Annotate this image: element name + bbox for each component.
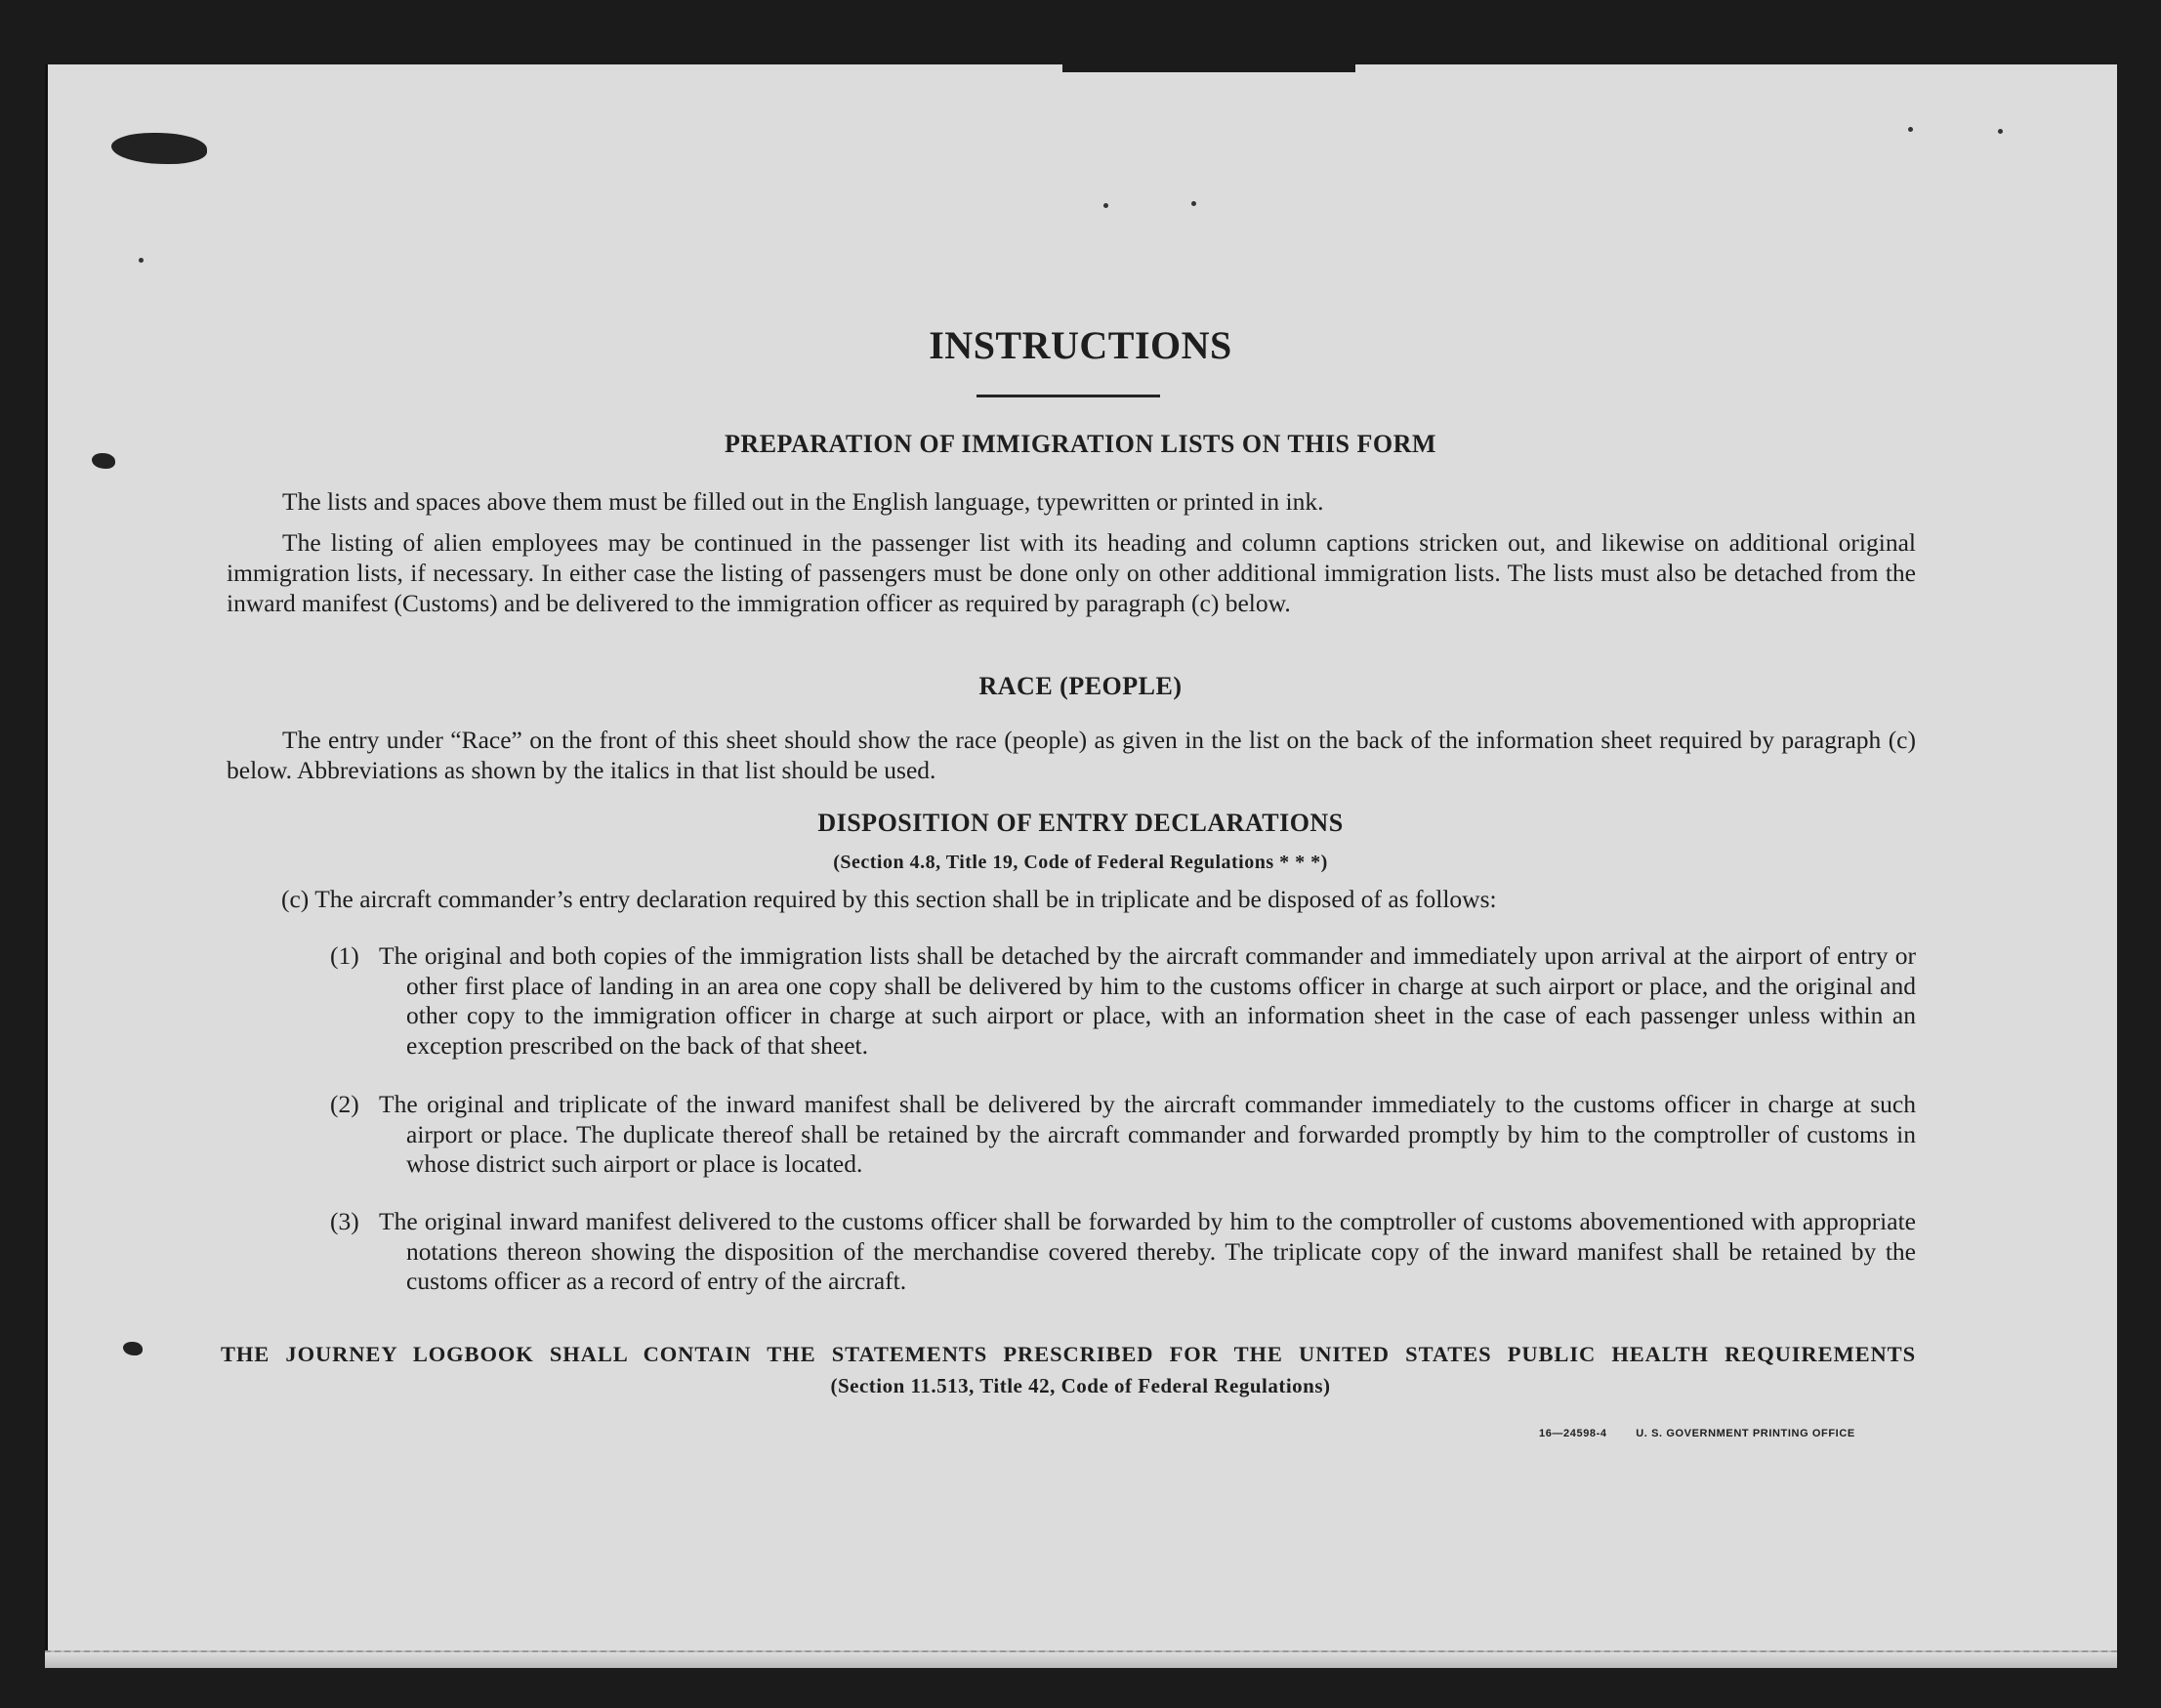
speck [1998,129,2003,134]
printer-name: U. S. GOVERNMENT PRINTING OFFICE [1636,1428,1855,1439]
footer-statement: THE JOURNEY LOGBOOK SHALL CONTAIN THE STATEMENTS PRESCRIBED FOR THE UNITED STATES PUBLIC HEALTH REQUIREMENTS [221,1342,1916,1366]
list-item-text: The original and triplicate of the inward manifest shall be delivered by the aircraft commander immediately to the customs officer in charge at such airport or place. The duplicate thereof shall be retained by the aircraft commander and forwarded promptly by him to the comptroller of customs in whose district such airport or place is located. [379,1090,1916,1178]
list-item-number: (1) [330,941,359,970]
disposition-lead: (c) The aircraft commander’s entry declaration required by this section shall be in triplicate and be disposed of as follows: [281,885,1497,913]
list-item-text: The original and both copies of the immigration lists shall be detached by the aircraft commander and immediately upon arrival at the airport of entry or other first place of landing in an area one copy shall be delivered by him to the customs officer in charge at such airport or place, and the original and other copy to the immigration officer in charge at such airport or place, with an information sheet in the case of each passenger unless within an exception prescribed on the back of that sheet. [379,941,1916,1060]
list-item [330,1207,1916,1297]
list-item-number: (2) [330,1090,359,1118]
paragraph-race: The entry under “Race” on the front of this sheet should show the race (people) as given in the list on the back of the information sheet required by paragraph (c) below. Abbreviations as shown by the italics in that list should be used. [227,726,1916,784]
list-item-text: The original inward manifest delivered to the customs officer shall be forwarded by him to the comptroller of customs abovementioned with appropriate notations thereon showing the disposition of the merchandise covered thereby. The triplicate copy of the inward manifest shall be retained by the customs officer as a record of entry of the aircraft. [379,1207,1916,1295]
title-rule [977,395,1160,397]
page-title: INSTRUCTIONS [929,323,1232,367]
section-heading-disposition: DISPOSITION OF ENTRY DECLARATIONS [817,809,1344,837]
speck [1908,127,1913,132]
printer-imprint [1539,1428,1855,1439]
ink-smudge [123,1342,143,1355]
torn-bottom-edge [45,1650,2117,1668]
disposition-citation: (Section 4.8, Title 19, Code of Federal Regulations * * *) [833,852,1328,873]
list-item [330,1090,1916,1180]
form-number: 16—24598-4 [1539,1428,1607,1439]
speck [1191,201,1196,206]
list-item-number: (3) [330,1207,359,1235]
paragraph-preparation-2: The listing of alien employees may be continued in the passenger list with its heading and column captions stricken out, and likewise on additional original immigration lists, if necessary. In either case the listing of passengers must be done only on other additional immigration lists. The lists must also be detached from the inward manifest (Customs) and be delivered to the immigration officer as required by paragraph (c) below. [227,528,1916,617]
section-heading-preparation: PREPARATION OF IMMIGRATION LISTS ON THIS FORM [725,430,1436,458]
paragraph-preparation-1: The lists and spaces above them must be filled out in the English language, typewritten or printed in ink. [282,487,1324,516]
footer-citation: (Section 11.513, Title 42, Code of Federal Regulations) [830,1374,1331,1397]
speck [1103,203,1108,208]
section-heading-race: RACE (PEOPLE) [978,672,1183,700]
speck [139,258,144,263]
list-item [330,941,1916,1061]
torn-top-edge [1062,59,1355,72]
